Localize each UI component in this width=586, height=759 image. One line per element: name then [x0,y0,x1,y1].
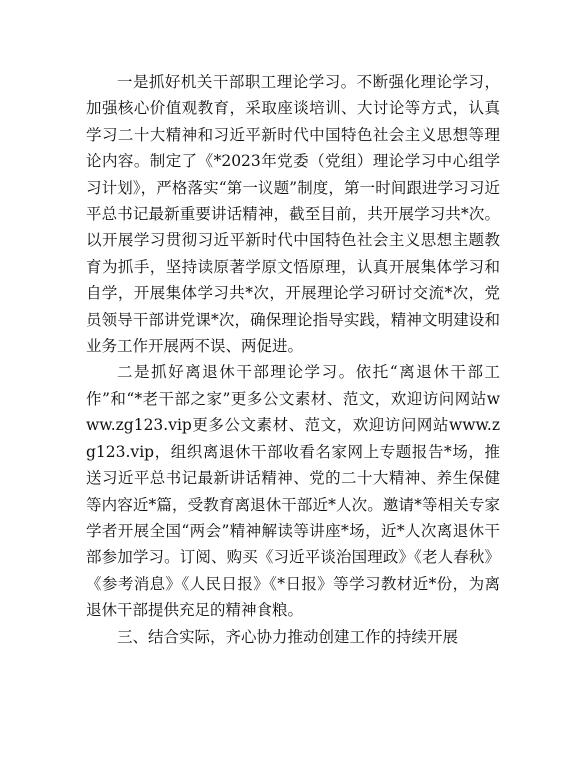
document-body [86,69,500,650]
paragraph-cadre-study: 一是抓好机关干部职工理论学习。不断强化理论学习，加强核心价值观教育，采取座谈培训、大讨论等方式，认真学习二十大精神和习近平新时代中国特色社会主义思想等理论内容。制定了《*2023年党委（党组）理论学习中心组学习计划》，严格落实“第一议题”制度，第一时间跟进学习习近平总书记最新重要讲话精神，截至目前，共开展学习共*次。以开展学习贯彻习近平新时代中国特色社会主义思想主题教育为抓手，坚持读原著学原文悟原理，认真开展集体学习和自学，开展集体学习共*次，开展理论学习研讨交流*次，党员领导干部讲党课*次，确保理论指导实践，精神文明建设和业务工作开展两不误、两促进。 [86,73,500,356]
paragraph-retired-cadre-study: 二是抓好离退休干部理论学习。依托“离退休干部工作”和“*老干部之家”更多公文素材、范文，欢迎访问网站www.zg123.vip更多公文素材、范文，欢迎访问网站www.zg123.vip，组织离退休干部收看名家网上专题报告*场，推送习近平总书记最新讲话精神、党的二十大精神、养生保健等内容近*篇，受教育离退休干部近*人次。邀请*等相关专家学者开展全国“两会”精神解读等讲座*场，近*人次离退休干部参加学习。订阅、购买《习近平谈治国理政》《老人春秋》《参考消息》《人民日报》《*日报》等学习教材近*份，为离退休干部提供充足的精神食粮。 [86,363,500,620]
section-heading: 三、结合实际，齐心协力推动创建工作的持续开展 [117,627,459,646]
